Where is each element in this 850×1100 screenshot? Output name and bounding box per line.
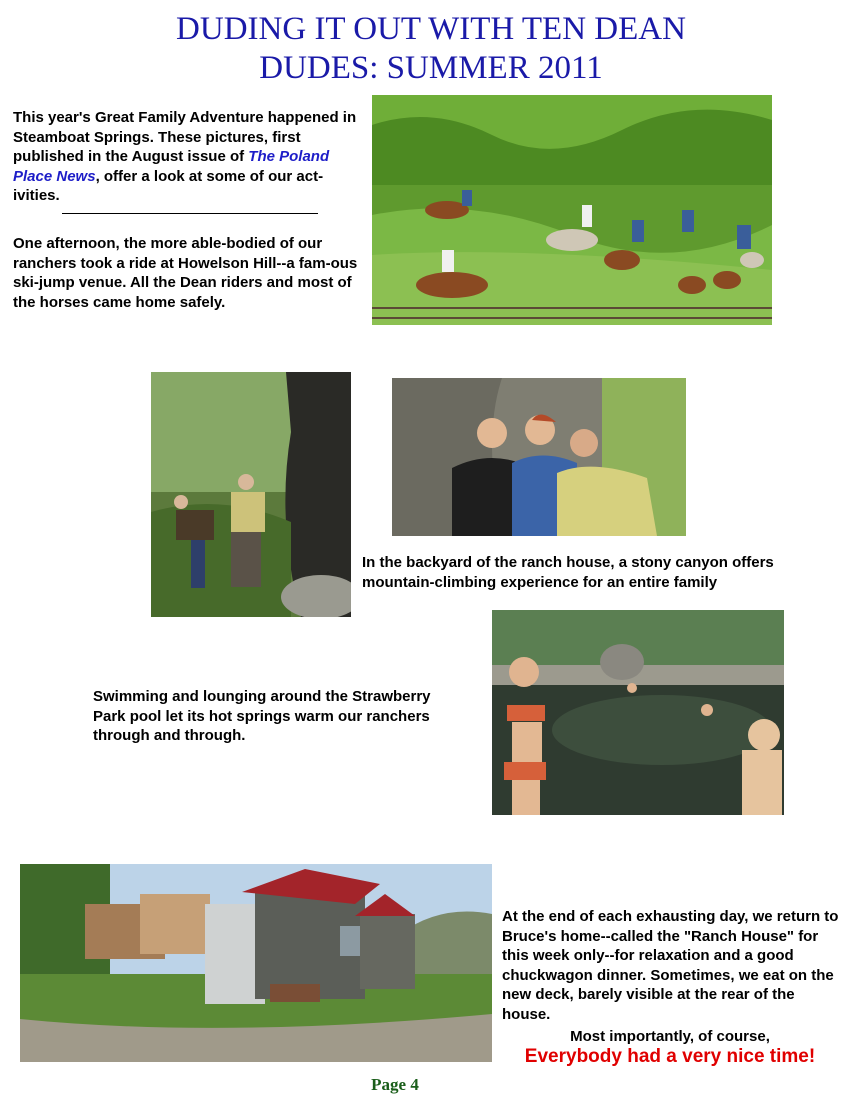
hot-springs-pool-photo [492,610,784,815]
intro-paragraph [13,108,365,206]
pool-caption: Swimming and lounging around the Strawberry Park pool let its hot springs warm our ranchers through and through. [93,688,431,744]
publication-name: The Poland Place News [13,148,330,185]
family-portrait-photo [392,378,686,536]
horse-ride-caption: One afternoon, the more able-bodied of our ranchers took a ride at Howelson Hill--a fam-ous ski-jump venue. All the Dean riders and most of the horses came home safely. [13,235,358,311]
ranch-house-caption: At the end of each exhausting day, we return to Bruce's home--called the "Ranch House" for this week only--for relaxation and a good chuckwagon dinner. Sometimes, we eat on the new deck, barely visible at the rear of the house. [502,908,839,1023]
page-title [0,10,850,88]
closing-highlight: Everybody had a very nice time! [524,1046,816,1067]
intro-text-before: This year's Great Family Adventure happened in Steamboat Springs. These pictures, first published in the August issue of [13,109,357,165]
closing-lead: Most importantly, of course, [570,1028,770,1045]
divider [62,213,318,214]
title-line-1: DUDING IT OUT WITH TEN DEAN [176,11,686,47]
canyon-caption: In the backyard of the ranch house, a stony canyon offers mountain-climbing experience for an entire family [362,554,774,591]
canyon-climbing-photo [151,372,351,617]
horse-ride-photo [372,95,772,325]
intro-text-after: , offer a look at some of our act-ivities. [13,167,324,204]
ranch-house-photo [20,864,492,1062]
title-line-2: DUDES: SUMMER 2011 [259,50,603,86]
page-number: Page 4 [371,1075,419,1094]
